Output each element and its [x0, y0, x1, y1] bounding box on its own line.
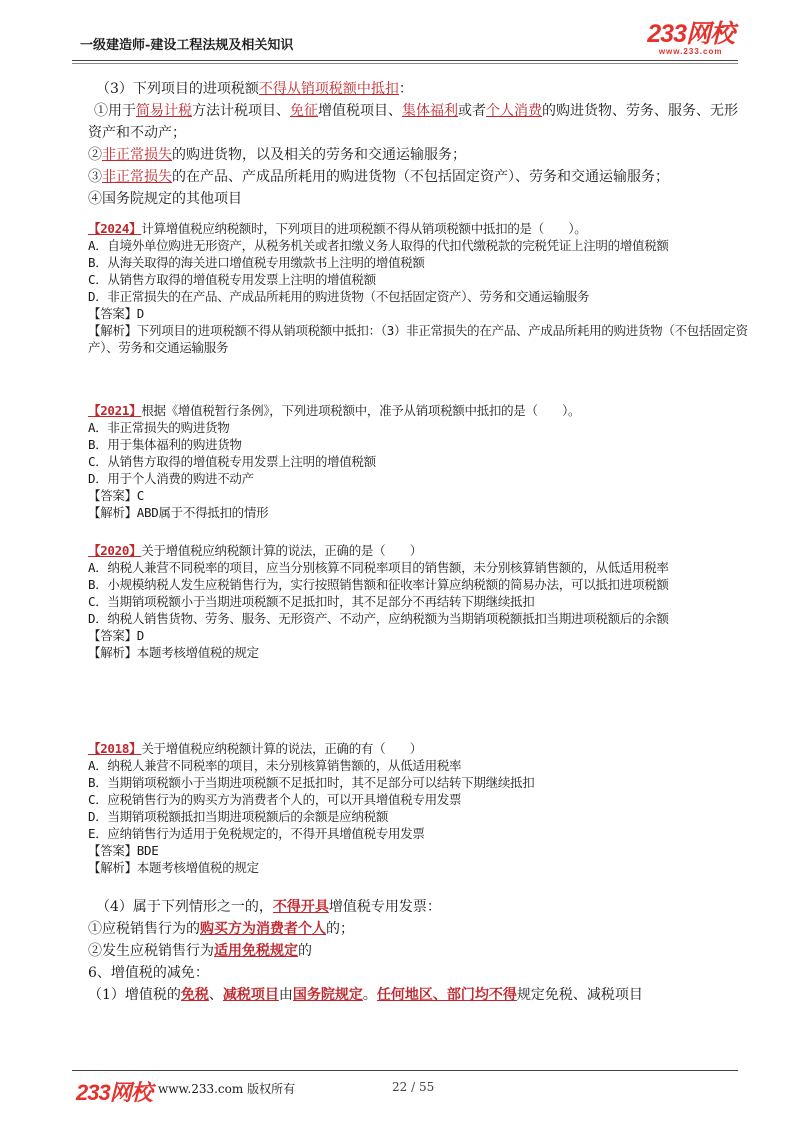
section-3-intro [88, 78, 748, 100]
highlight: 非正常损失 [102, 147, 172, 163]
logo-url: www.233.com [658, 47, 723, 56]
text: 方法计税项目、 [192, 103, 290, 119]
brand-logo [647, 22, 734, 56]
option-b: B．小规模纳税人发生应税销售行为，实行按照销售额和征收率计算应纳税额的简易办法，可以抵扣进项税额 [88, 577, 669, 592]
answer: 【答案】BDE [88, 843, 159, 858]
question-stem [88, 740, 748, 757]
option-c: C．应税销售行为的购买方为消费者个人的，可以开具增值税专用发票 [88, 792, 462, 807]
answer: 【答案】D [88, 306, 145, 321]
section-3-item-1 [68, 100, 748, 144]
header-rule [72, 60, 738, 61]
year-tag: 【2018】 [88, 741, 142, 756]
text: ③ [88, 169, 102, 185]
text: ①用于 [94, 103, 136, 119]
option-b: B．从海关取得的海关进口增值税专用缴款书上注明的增值税额 [88, 255, 425, 270]
text: （1）增值税的 [88, 987, 181, 1003]
stem-text: 计算增值税应纳税额时，下列项目的进项税额不得从销项税额中抵扣的是（ ）。 [141, 221, 587, 236]
analysis: 【解析】本题考核增值税的规定 [88, 645, 259, 660]
section-4-intro [88, 896, 748, 918]
text: （4）属于下列情形之一的， [96, 899, 273, 915]
highlight: 不得从销项税额中抵扣 [258, 81, 399, 97]
highlight: 任何地区、部门均不得 [376, 987, 517, 1003]
text: 由 [278, 987, 293, 1003]
question-stem [88, 220, 748, 237]
question-2021 [88, 402, 748, 521]
option-d: D．纳税人销售货物、劳务、服务、无形资产、不动产，应纳税额为当期销项税额抵扣当期进项税额后的余额 [88, 611, 669, 626]
analysis: 【解析】下列项目的进项税额不得从销项税额中抵扣：（3）非正常损失的在产品、产成品所耗用的购进货物（不包括固定资产）、劳务和交通运输服务 [88, 323, 748, 355]
option-d: D．用于个人消费的购进不动产 [88, 471, 254, 486]
highlight: 集体福利 [402, 103, 458, 119]
analysis: 【解析】本题考核增值税的规定 [88, 860, 259, 875]
option-d: D．非正常损失的在产品、产成品所耗用的购进货物（不包括固定资产）、劳务和交通运输服务 [88, 289, 590, 304]
text: 增值税专用发票： [328, 899, 441, 915]
option-c: C．当期销项税额小于当期进项税额不足抵扣时，其不足部分不再结转下期继续抵扣 [88, 594, 535, 609]
stem-text: 关于增值税应纳税额计算的说法，正确的是（ ） [141, 543, 422, 558]
page-number: 22 / 55 [392, 1080, 435, 1094]
highlight: 不得开具 [272, 899, 329, 915]
question-stem [88, 402, 748, 419]
section-4-item-2 [88, 940, 748, 962]
footer-rule [72, 1070, 738, 1071]
option-c: C．从销售方取得的增值税专用发票上注明的增值税额 [88, 454, 376, 469]
text: ② [88, 147, 102, 163]
text: 规定免税、减税项目 [516, 987, 643, 1003]
text: 的购进货物、劳务、服务、无形资产和不动产； [88, 103, 738, 141]
year-tag: 【2024】 [88, 221, 142, 236]
text: 的； [326, 921, 354, 937]
text: 的 [298, 943, 312, 959]
section-4 [88, 896, 748, 962]
text: ①应税销售行为的 [88, 921, 200, 937]
text: ②发生应税销售行为 [88, 943, 214, 959]
stem-text: 关于增值税应纳税额计算的说法，正确的有（ ） [141, 741, 422, 756]
section-3 [88, 78, 748, 210]
section-6-item-1 [88, 984, 748, 1006]
option-b: B．当期销项税额小于当期进项税额不足抵扣时，其不足部分可以结转下期继续抵扣 [88, 775, 535, 790]
text: 的购进货物，以及相关的劳务和交通运输服务； [172, 147, 466, 163]
highlight: 国务院规定 [292, 987, 363, 1003]
text: 或者 [458, 103, 486, 119]
question-stem [88, 542, 748, 559]
highlight: 免征 [290, 103, 318, 119]
text: 、 [208, 987, 223, 1003]
highlight: 个人消费 [486, 103, 542, 119]
stem-text: 根据《增值税暂行条例》，下列进项税额中，准予从销项税额中抵扣的是（ ）。 [141, 403, 581, 418]
footer-site[interactable]: www.233.com 版权所有 [158, 1082, 296, 1096]
intro-text: ： [398, 81, 413, 97]
header-rule-thin [72, 63, 738, 64]
highlight: 免税 [180, 987, 209, 1003]
text: 增值税项目、 [318, 103, 402, 119]
section-6-title: 6、增值税的减免： [88, 965, 209, 981]
question-2018 [88, 740, 748, 876]
answer: 【答案】C [88, 488, 145, 503]
option-e: E．应纳销售行为适用于免税规定的，不得开具增值税专用发票 [88, 826, 425, 841]
text: 的在产品、产成品所耗用的购进货物（不包括固定资产）、劳务和交通运输服务； [172, 169, 669, 185]
text: 。 [362, 987, 377, 1003]
header-title: 一级建造师-建设工程法规及相关知识 [80, 38, 294, 53]
highlight: 适用免税规定 [214, 943, 298, 959]
section-3-item-4: ④国务院规定的其他项目 [88, 191, 242, 207]
option-b: B．用于集体福利的购进货物 [88, 437, 242, 452]
highlight: 非正常损失 [102, 169, 172, 185]
section-3-item-2 [88, 144, 748, 166]
question-2020 [88, 542, 748, 661]
section-6 [88, 962, 748, 1006]
footer-logo: 233网校 [76, 1080, 152, 1105]
answer: 【答案】D [88, 628, 145, 643]
option-a: A．自境外单位购进无形资产，从税务机关或者扣缴义务人取得的代扣代缴税款的完税凭证上注明的增值税额 [88, 238, 669, 253]
option-a: A．纳税人兼营不同税率的项目，未分别核算销售额的，从低适用税率 [88, 758, 462, 773]
year-tag: 【2021】 [88, 403, 142, 418]
section-3-item-3 [88, 166, 748, 188]
option-d: D．当期销项税额抵扣当期进项税额后的余额是应纳税额 [88, 809, 389, 824]
option-a: A．纳税人兼营不同税率的项目，应当分别核算不同税率项目的销售额，未分别核算销售额的，从低适用税率 [88, 560, 669, 575]
highlight: 减税项目 [222, 987, 279, 1003]
section-4-item-1 [88, 918, 748, 940]
question-2024 [88, 220, 748, 356]
intro-text: （3）下列项目的进项税额 [96, 81, 259, 97]
logo-text: 233网校 [647, 20, 734, 48]
option-c: C．从销售方取得的增值税专用发票上注明的增值税额 [88, 272, 376, 287]
highlight: 购买方为消费者个人 [200, 921, 326, 937]
analysis: 【解析】ABD属于不得抵扣的情形 [88, 505, 269, 520]
option-a: A．非正常损失的购进货物 [88, 420, 230, 435]
highlight: 简易计税 [136, 103, 192, 119]
year-tag: 【2020】 [88, 543, 142, 558]
